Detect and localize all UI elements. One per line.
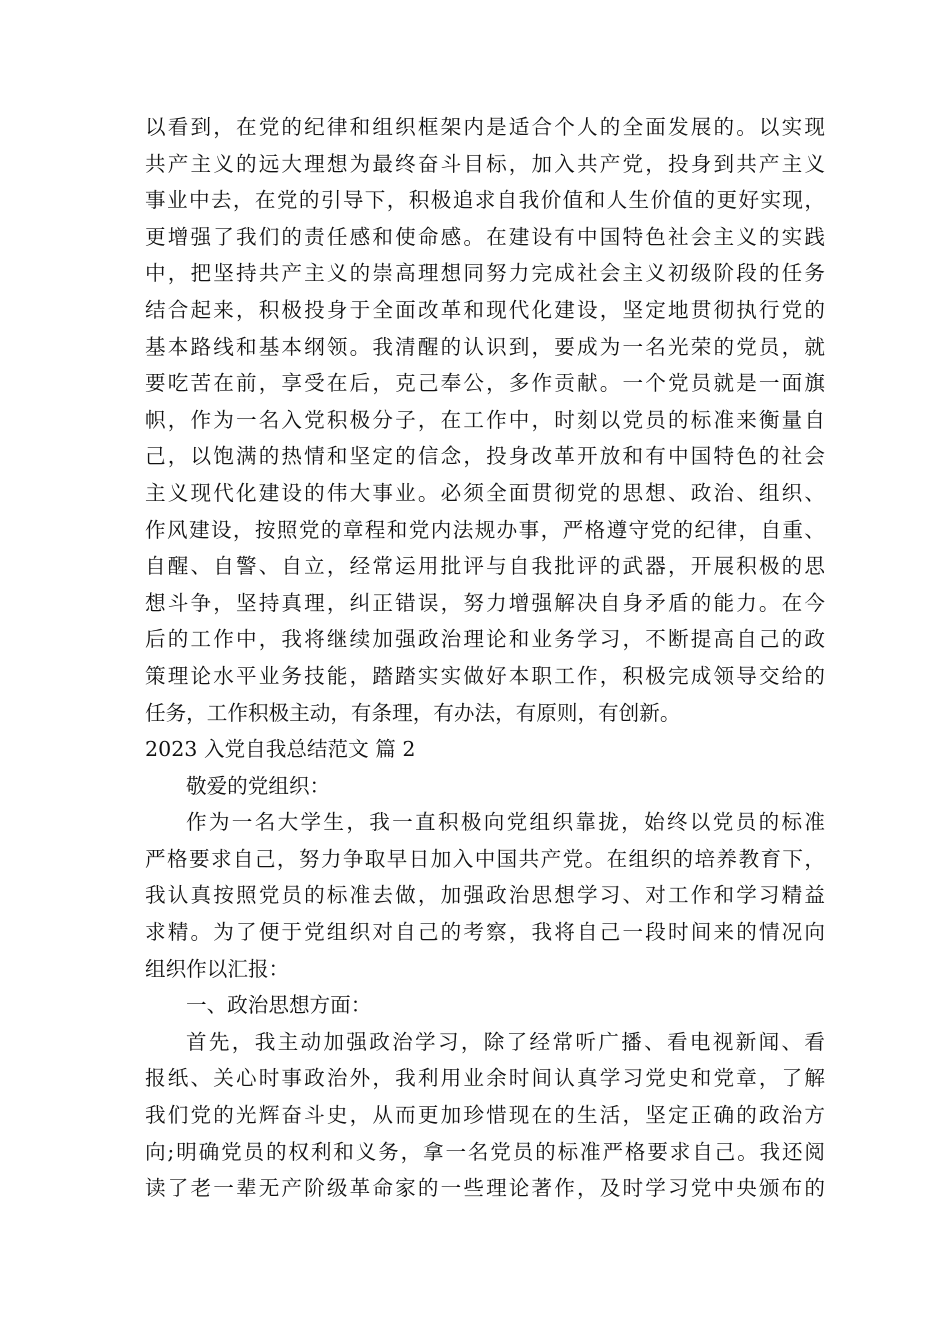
text-line: 严格要求自己，努力争取早日加入中国共产党。在组织的培养教育下，: [145, 846, 825, 871]
section-heading: 2023 入党自我总结范文 篇 2: [145, 737, 416, 762]
text-line: 向;明确党员的权利和义务，拿一名党员的标准严格要求自己。我还阅: [145, 1139, 825, 1164]
text-line: 后的工作中，我将继续加强政治理论和业务学习，不断提高自己的政: [145, 627, 825, 652]
text-line: 要吃苦在前，享受在后，克己奉公，多作贡献。一个党员就是一面旗: [145, 371, 825, 396]
text-line: 中，把坚持共产主义的崇高理想同努力完成社会主义初级阶段的任务: [145, 261, 825, 286]
body-paragraph: [145, 1024, 825, 1207]
text-line: 想斗争，坚持真理，纠正错误，努力增强解决自身矛盾的能力。在今: [145, 590, 825, 615]
text-line: 自醒、自警、自立，经常运用批评与自我批评的武器，开展积极的思: [145, 554, 825, 579]
text-line: 我们党的光辉奋斗史，从而更加珍惜现在的生活，坚定正确的政治方: [145, 1103, 825, 1128]
text-line: 任务，工作积极主动，有条理，有办法，有原则，有创新。: [145, 700, 681, 725]
text-line: 基本路线和基本纲领。我清醒的认识到，要成为一名光荣的党员，就: [145, 334, 825, 359]
body-paragraph: [145, 804, 825, 987]
subsection-heading: 一、政治思想方面：: [186, 993, 372, 1018]
text-line: 报纸、关心时事政治外，我利用业余时间认真学习党史和党章，了解: [145, 1066, 825, 1091]
text-line: 作为一名大学生，我一直积极向党组织靠拢，始终以党员的标准: [186, 810, 825, 835]
text-line: 读了老一辈无产阶级革命家的一些理论著作，及时学习党中央颁布的: [145, 1176, 825, 1201]
text-line: 作风建设，按照党的章程和党内法规办事，严格遵守党的纪律，自重、: [145, 517, 825, 542]
text-line: 主义现代化建设的伟大事业。必须全面贯彻党的思想、政治、组织、: [145, 480, 825, 505]
body-paragraph: [145, 109, 825, 731]
text-line: 组织作以汇报：: [145, 956, 290, 981]
text-line: 己，以饱满的热情和坚定的信念，投身改革开放和有中国特色的社会: [145, 444, 825, 469]
text-line: 求精。为了便于党组织对自己的考察，我将自己一段时间来的情况向: [145, 920, 825, 945]
salutation: 敬爱的党组织：: [186, 773, 331, 798]
document-page: [145, 109, 825, 1207]
text-line: 共产主义的远大理想为最终奋斗目标，加入共产党，投身到共产主义: [145, 151, 825, 176]
text-line: 首先，我主动加强政治学习，除了经常听广播、看电视新闻、看: [186, 1029, 825, 1054]
text-line: 我认真按照党员的标准去做，加强政治思想学习、对工作和学习精益: [145, 883, 825, 908]
text-line: 以看到，在党的纪律和组织框架内是适合个人的全面发展的。以实现: [145, 115, 825, 139]
text-line: 策理论水平业务技能，踏踏实实做好本职工作，积极完成领导交给的: [145, 663, 825, 688]
text-line: 结合起来，积极投身于全面改革和现代化建设，坚定地贯彻执行党的: [145, 297, 825, 322]
text-line: 更增强了我们的责任感和使命感。在建设有中国特色社会主义的实践: [145, 224, 825, 249]
text-line: 帜，作为一名入党积极分子，在工作中，时刻以党员的标准来衡量自: [145, 407, 825, 432]
text-line: 事业中去，在党的引导下，积极追求自我价值和人生价值的更好实现，: [145, 188, 825, 213]
